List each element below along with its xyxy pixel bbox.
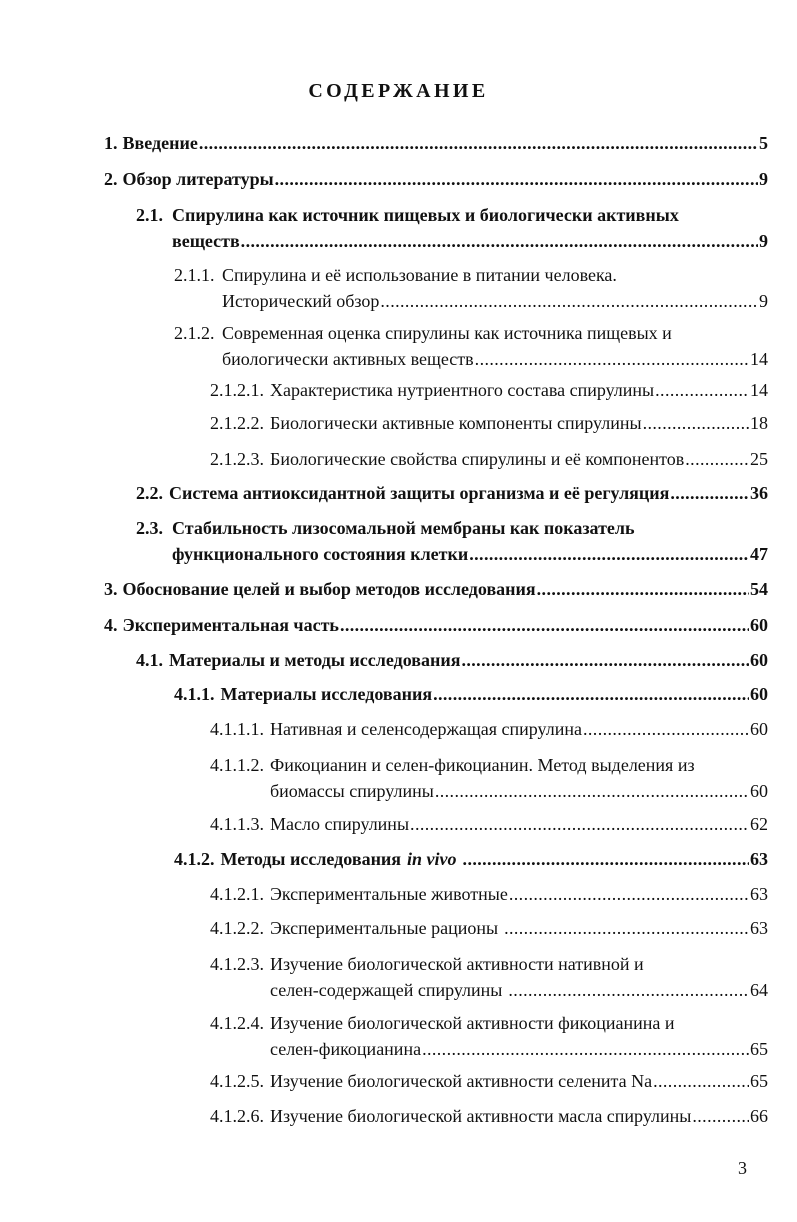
dot-leader [685, 446, 749, 472]
toc-entry-title: Введение [122, 133, 198, 153]
toc-entry[interactable] [210, 752, 768, 804]
toc-entry-title: Спирулина и её использование в питании человека. [222, 265, 617, 285]
toc-entry-title-continued: Исторический обзор [222, 291, 380, 311]
toc-entry-title: Экспериментальные рационы [270, 918, 499, 938]
dot-leader [475, 346, 749, 372]
toc-entry-title-continued: селен-фикоцианина [270, 1039, 422, 1059]
toc-entry-number: 4.1.2.3. [210, 954, 264, 974]
toc-entry-page: 62 [750, 814, 768, 834]
dot-leader [537, 576, 749, 602]
toc-entry[interactable] [210, 1068, 768, 1094]
toc-entry[interactable] [136, 202, 768, 254]
toc-entry[interactable] [104, 576, 768, 602]
toc-entry[interactable] [174, 262, 768, 314]
toc-entry-title: Масло спирулины [270, 814, 410, 834]
toc-entry-title-continued: биологически активных веществ [222, 349, 474, 369]
toc-entry-number: 2.1. [136, 205, 163, 225]
toc-entry-title: Изучение биологической активности масла спирулины [270, 1106, 692, 1126]
toc-entry-title: Материалы исследования [220, 684, 433, 704]
toc-entry[interactable] [136, 647, 768, 673]
toc-entry-page: 63 [750, 884, 768, 904]
toc-entry-number: 4.1.1. [174, 684, 215, 704]
dot-leader [199, 130, 758, 156]
dot-leader [433, 681, 749, 707]
toc-entry-number: 2.1.2. [174, 323, 215, 343]
toc-entry-number: 4.1.2. [174, 849, 215, 869]
toc-entry[interactable] [136, 515, 768, 567]
dot-leader [655, 377, 749, 403]
toc-entry-number: 2.1.2.3. [210, 449, 264, 469]
dot-leader [241, 228, 758, 254]
toc-entry-page: 36 [750, 483, 768, 503]
toc-entry-page: 60 [750, 781, 768, 801]
toc-entry-title: Система антиоксидантной защиты организма и её регуляция [169, 483, 670, 503]
toc-entry-number: 2.1.2.1. [210, 380, 264, 400]
toc-entry-number: 2.3. [136, 518, 163, 538]
toc-entry-page: 60 [750, 719, 768, 739]
dot-leader [380, 288, 758, 314]
toc-entry-page: 65 [750, 1071, 768, 1091]
toc-entry-page: 9 [759, 231, 768, 251]
dot-leader [469, 541, 749, 567]
toc-entry-page: 14 [750, 349, 768, 369]
toc-entry-title: Спирулина как источник пищевых и биологически активных [172, 205, 679, 225]
toc-entry-page: 18 [750, 413, 768, 433]
toc-entry-number: 4.1.2.4. [210, 1013, 264, 1033]
toc-entry-number: 4.1. [136, 650, 163, 670]
toc-entry[interactable] [174, 846, 768, 872]
toc-entry-title-italic: in vivo [407, 849, 457, 869]
toc-entry-page: 9 [759, 169, 768, 189]
dot-leader [435, 778, 749, 804]
toc-entry-page: 54 [750, 579, 768, 599]
toc-entry-title: Изучение биологической активности селенита Na [270, 1071, 653, 1091]
toc-entry-title: Обзор литературы [122, 169, 274, 189]
toc-entry-title: Стабильность лизосомальной мембраны как показатель [172, 518, 635, 538]
dot-leader [643, 410, 749, 436]
toc-entry-number: 3. [104, 579, 118, 599]
toc-entry-number: 4.1.2.1. [210, 884, 264, 904]
dot-leader [461, 647, 749, 673]
toc-entry[interactable] [210, 915, 768, 941]
toc-entry-number: 2. [104, 169, 118, 189]
dot-leader [508, 977, 749, 1003]
toc-entry-page: 9 [759, 291, 768, 311]
toc-entry[interactable] [210, 1010, 768, 1062]
toc-entry-title: Экспериментальные животные [270, 884, 508, 904]
dot-leader [340, 612, 749, 638]
toc-entry-page: 63 [750, 918, 768, 938]
toc-entry-title: Фикоцианин и селен-фикоцианин. Метод выделения из [270, 755, 695, 775]
toc-entry-number: 2.1.2.2. [210, 413, 264, 433]
toc-entry[interactable] [136, 480, 768, 506]
toc-entry-title: Биологические свойства спирулины и её компонентов [270, 449, 685, 469]
toc-entry-number: 4.1.2.2. [210, 918, 264, 938]
dot-leader [692, 1103, 749, 1129]
toc-entry-page: 25 [750, 449, 768, 469]
toc-entry-page: 14 [750, 380, 768, 400]
toc-entry-title: Обоснование целей и выбор методов исследования [122, 579, 536, 599]
toc-entry-title: Экспериментальная часть [122, 615, 339, 635]
toc-entry-title: Биологически активные компоненты спирулины [270, 413, 642, 433]
toc-entry-page: 5 [759, 133, 768, 153]
toc-entry-page: 63 [750, 849, 768, 869]
toc-entry-number: 4.1.1.3. [210, 814, 264, 834]
toc-entry-page: 64 [750, 980, 768, 1000]
toc-entry[interactable] [174, 681, 768, 707]
dot-leader [463, 846, 749, 872]
toc-entry-page: 60 [750, 650, 768, 670]
toc-entry-page: 60 [750, 615, 768, 635]
toc-entry[interactable] [174, 320, 768, 372]
toc-entry-number: 4.1.2.5. [210, 1071, 264, 1091]
toc-entry-title: Характеристика нутриентного состава спирулины [270, 380, 655, 400]
toc-entry-title: Нативная и селенсодержащая спирулина [270, 719, 582, 739]
toc-entry-title-continued: функционального состояния клетки [172, 544, 469, 564]
toc-entry[interactable] [104, 130, 768, 156]
toc-entry[interactable] [104, 166, 768, 192]
toc-entry-number: 2.2. [136, 483, 163, 503]
dot-leader [583, 716, 749, 742]
dot-leader [509, 881, 749, 907]
toc-entry[interactable] [210, 881, 768, 907]
toc-entry-title-continued: веществ [172, 231, 240, 251]
dot-leader [275, 166, 758, 192]
toc-entry-title: Изучение биологической активности нативной и [270, 954, 644, 974]
toc-entry-page: 66 [750, 1106, 768, 1126]
toc-entry[interactable] [210, 811, 768, 837]
toc-entry-number: 4. [104, 615, 118, 635]
page-number: 3 [738, 1158, 747, 1178]
toc-entry-title-continued: биомассы спирулины [270, 781, 434, 801]
toc-entry-title: Современная оценка спирулины как источника пищевых и [222, 323, 672, 343]
toc-entry-page: 47 [750, 544, 768, 564]
toc-entry-number: 1. [104, 133, 118, 153]
dot-leader [670, 480, 749, 506]
toc-entry-page: 60 [750, 684, 768, 704]
toc-entry-title: Изучение биологической активности фикоцианина и [270, 1013, 675, 1033]
page-title: СОДЕРЖАНИЕ [308, 80, 489, 102]
toc-entry-page: 65 [750, 1039, 768, 1059]
toc-entry-number: 4.1.1.1. [210, 719, 264, 739]
toc-entry[interactable] [210, 1103, 768, 1129]
toc-entry[interactable] [210, 951, 768, 1003]
toc-entry-number: 4.1.2.6. [210, 1106, 264, 1126]
dot-leader [653, 1068, 749, 1094]
dot-leader [422, 1036, 749, 1062]
toc-entry-number: 2.1.1. [174, 265, 215, 285]
toc-entry[interactable] [104, 612, 768, 638]
toc-entry-title: Материалы и методы исследования [169, 650, 461, 670]
toc-entry[interactable] [210, 446, 768, 472]
dot-leader [504, 915, 749, 941]
toc-entry-number: 4.1.1.2. [210, 755, 264, 775]
toc-entry[interactable] [210, 410, 768, 436]
toc-entry[interactable] [210, 716, 768, 742]
toc-entry[interactable] [210, 377, 768, 403]
toc-entry-title-continued: селен-содержащей спирулины [270, 980, 503, 1000]
toc-entry-title: Методы исследования [220, 849, 402, 869]
dot-leader [410, 811, 749, 837]
